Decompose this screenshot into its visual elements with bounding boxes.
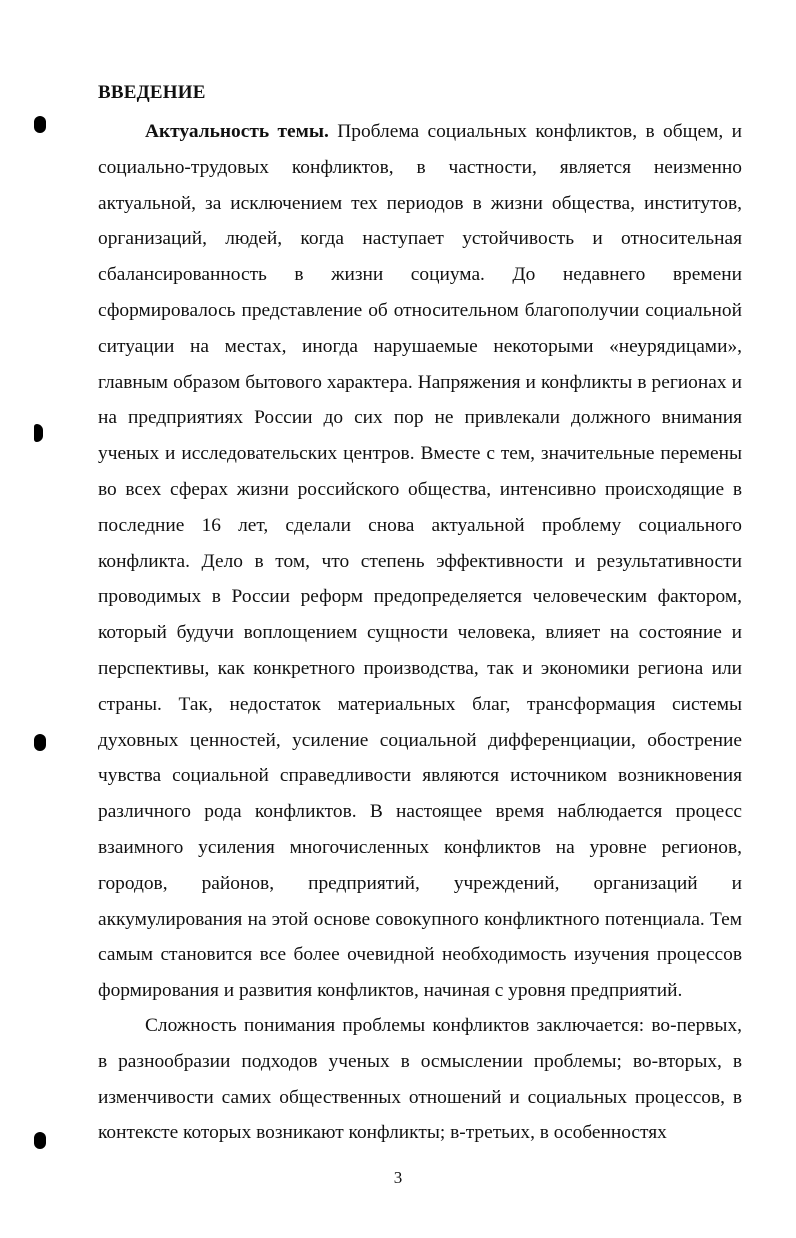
paragraph-body: Сложность понимания проблемы конфликтов заключается: во-первых, в разнообразии подходов ученых в осмыслении проблемы; во-вторых, в изменчивости самих общественных отношений и социальных процессов, в контексте которых возникают конфликты; в-третьих, в особенностях (98, 1015, 742, 1144)
paragraph-complexity (98, 1008, 742, 1151)
paragraph-body: Проблема социальных конфликтов, в общем, и социально-трудовых конфликтов, в частности, является неизменно актуальной, за исключением тех периодов в жизни общества, институтов, организаций, людей, когда наступает устойчивость и относительная сбалансированность в жизни социума. До недавнего времени сформировалось представление об относительном благополучии социальной ситуации на местах, иногда нарушаемые некоторыми «неурядицами», главным образом бытового характера. Напряжения и конфликты в регионах и на предприятиях России до сих пор не привлекали должного внимания ученых и исследовательских центров. Вместе с тем, значительные перемены во всех сферах жизни российского общества, интенсивно происходящие в последние 16 лет, сделали снова актуальной проблему социального конфликта. Дело в том, что степень эффективности и результативности проводимых в России реформ предопределяется человеческим фактором, который будучи воплощением сущности человека, влияет на состояние и перспективы, как конкретного производства, так и экономики региона или страны. Так, недостаток материальных благ, трансформация системы духовных ценностей, усиление социальной дифференциации, обострение чувства социальной справедливости являются источником возникновения различного рода конфликтов. В настоящее время наблюдается процесс взаимного усиления многочисленных конфликтов на уровне регионов, городов, районов, предприятий, учреждений, организаций и аккумулирования на этой основе совокупного конфликтного потенциала. Тем самым становится все более очевидной необходимость изучения процессов формирования и развития конфликтов, начиная с уровня предприятий. (98, 121, 742, 1002)
binding-hole-mark (34, 1132, 46, 1149)
binding-hole-mark (34, 116, 46, 133)
section-heading: ВВЕДЕНИЕ (98, 82, 206, 103)
page-number: 3 (393, 1168, 403, 1187)
paragraph-lead: Актуальность темы. (145, 121, 329, 142)
paragraph-relevance (98, 114, 742, 1009)
binding-hole-mark (34, 424, 43, 442)
binding-hole-mark (34, 734, 46, 751)
